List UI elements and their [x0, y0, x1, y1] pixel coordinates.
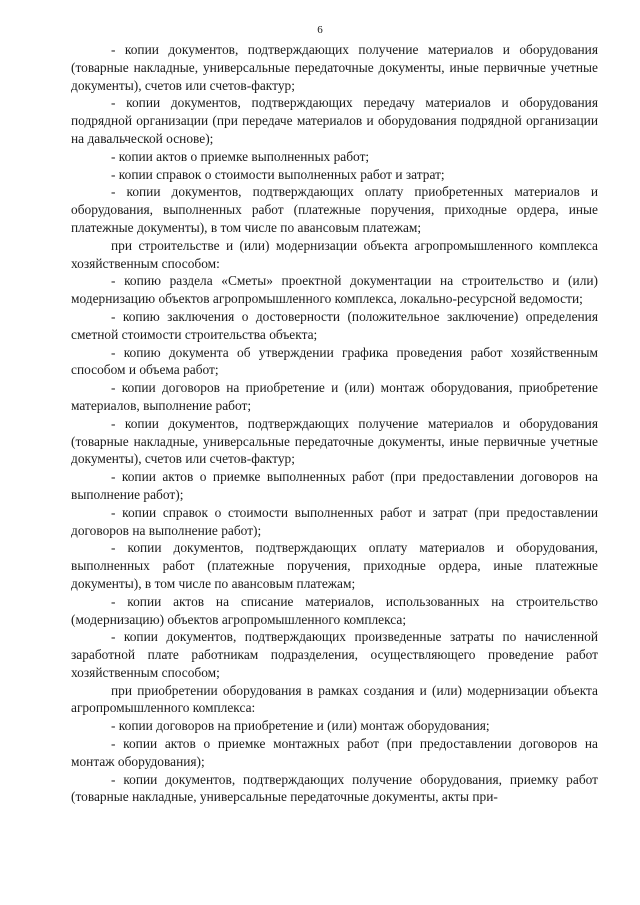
list-item-payroll-documents: - копии документов, подтверждающих произведенные затраты по начисленной заработной плате работникам подразделения, осуществляющего проведение работ хозяйственным способом; [71, 629, 598, 680]
list-item-estimate-section: - копию раздела «Сметы» проектной документации на строительство и (или) модернизацию объектов агропромышленного комплекса, локально-ресурсной ведомости; [71, 273, 598, 307]
list-item-equipment-receipt: - копии документов, подтверждающих получение оборудования, приемку работ (товарные накладные, универсальные передаточные документы, акты при- [71, 771, 598, 805]
list-item-write-off-acts: - копии актов на списание материалов, использованных на строительство (модернизацию) объектов агропромышленного комплекса; [71, 593, 598, 627]
list-item-cost-certificates: - копии справок о стоимости выполненных работ и затрат; [111, 166, 445, 182]
list-item-contracts-purchase: - копии договоров на приобретение и (или) монтаж оборудования, приобретение материалов, выполнение работ; [71, 380, 598, 413]
list-item-work-schedule: - копию документа об утверждении графика проведения работ хозяйственным способом и объема работ; [71, 344, 598, 378]
list-item-acceptance-acts: - копии актов о приемке выполненных работ; [111, 148, 370, 164]
list-item-acceptance-acts-2: - копии актов о приемке выполненных работ (при предоставлении договоров на выполнение работ); [71, 469, 598, 502]
list-item-payment-documents-2: - копии документов, подтверждающих оплату материалов и оборудования, выполненных работ (платежные поручения, приходные ордера, иные платежные документы), в том числе по авансовым платежам; [71, 540, 598, 591]
section-heading-equipment-purchase: при приобретении оборудования в рамках создания и (или) модернизации объекта агропромышленного комплекса: [71, 682, 598, 716]
section-heading-own-construction: при строительстве и (или) модернизации объекта агропромышленного комплекса хозяйственным способом: [71, 237, 598, 271]
list-item-payment-documents: - копии документов, подтверждающих оплату приобретенных материалов и оборудования, выполненных работ (платежные поручения, приходные ордера, иные платежные документы), в том числе по авансовым платежам; [71, 184, 598, 235]
list-item-copies-receipt-materials-2: - копии документов, подтверждающих получение материалов и оборудования (товарные накладные, универсальные передаточные документы, иные первичные учетные документы), счетов или счетов-фактур; [71, 415, 598, 467]
list-item-copies-receipt-materials: - копии документов, подтверждающих получение материалов и оборудования (товарные накладные, универсальные передаточные документы, иные первичные учетные документы), счетов или счетов-фактур; [71, 42, 598, 93]
list-item-reliability-conclusion: - копию заключения о достоверности (положительное заключение) определения сметной стоимости строительства объекта; [71, 308, 598, 342]
list-item-cost-certificates-2: - копии справок о стоимости выполненных работ и затрат (при предоставлении договоров на выполнение работ); [71, 504, 598, 538]
document-body [71, 41, 598, 806]
list-item-copies-transfer-materials: - копии документов, подтверждающих передачу материалов и оборудования подрядной организации (при передаче материалов и оборудования подрядной организации на давальческой основе); [71, 95, 598, 146]
list-item-equipment-contracts: - копии договоров на приобретение и (или) монтаж оборудования; [111, 718, 490, 734]
list-item-installation-acts: - копии актов о приемке монтажных работ (при предоставлении договоров на монтаж оборудования); [71, 736, 598, 769]
page-number: 6 [317, 24, 323, 36]
